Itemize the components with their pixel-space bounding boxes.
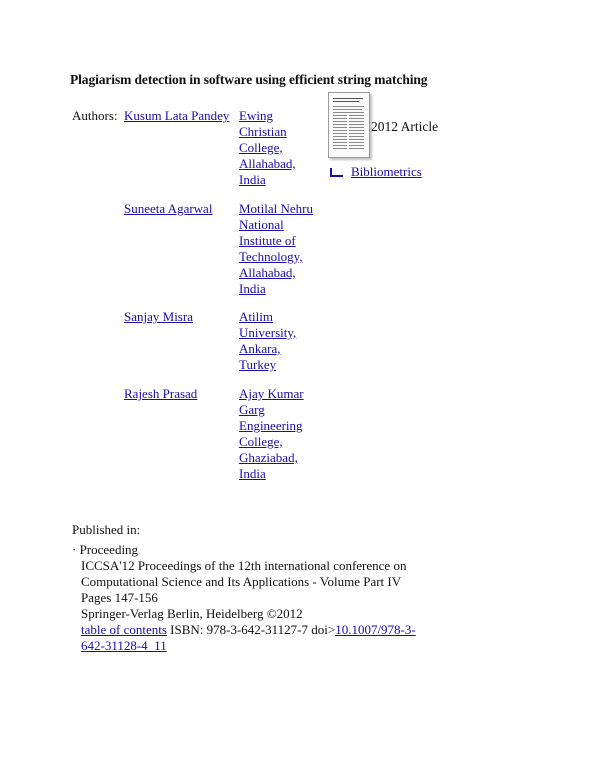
affiliation-link[interactable]	[239, 201, 325, 297]
affiliation-line: India	[239, 172, 266, 187]
publication-kind: · Proceeding	[72, 542, 139, 557]
affiliation-link[interactable]	[239, 108, 325, 188]
pages: Pages 147-156	[81, 590, 158, 605]
affiliation-line: Garg	[239, 402, 265, 417]
chart-corner-icon	[330, 168, 343, 177]
year-type: 2012 Article	[371, 119, 439, 134]
affiliation-line: Ewing	[239, 108, 273, 123]
affiliation-line: Ankara,	[239, 341, 281, 356]
author-link[interactable]: Rajesh Prasad	[124, 386, 198, 401]
affiliation-line: India	[239, 466, 266, 481]
affiliation-line: Institute of	[239, 233, 296, 248]
affiliation-link[interactable]	[239, 309, 325, 373]
doi-link-continued[interactable]: 642-31128-4_11	[81, 638, 167, 653]
proceedings-line-2: Computational Science and Its Applications - Volume Part IV	[81, 574, 402, 589]
affiliation-line: Engineering	[239, 418, 303, 433]
isbn-doi-text: ISBN: 978-3-642-31127-7 doi>	[166, 622, 336, 637]
affiliation-line: Ajay Kumar	[239, 386, 304, 401]
authors-label: Authors:	[72, 108, 118, 123]
doi-link[interactable]: 10.1007/978-3-	[335, 622, 416, 637]
paper-thumbnail[interactable]	[328, 92, 370, 158]
affiliation-line: Motilal Nehru	[239, 201, 314, 216]
affiliation-line: Allahabad,	[239, 156, 296, 171]
doi-continuation	[81, 638, 167, 654]
bibliometrics-link[interactable]: Bibliometrics	[351, 164, 422, 179]
affiliation-line: College,	[239, 434, 283, 449]
affiliation-line: Technology,	[239, 249, 303, 264]
affiliation-line: University,	[239, 325, 297, 340]
author-link[interactable]: Suneeta Agarwal	[124, 201, 213, 216]
proceedings-line-1: ICCSA'12 Proceedings of the 12th international conference on	[81, 558, 407, 573]
author-link[interactable]: Sanjay Misra	[124, 309, 193, 324]
affiliation-line: National	[239, 217, 284, 232]
affiliation-line: Atilim	[239, 309, 273, 324]
affiliation-line: Turkey	[239, 357, 277, 372]
published-heading: Published in:	[72, 522, 141, 537]
affiliation-line: Christian	[239, 124, 287, 139]
affiliation-link[interactable]	[239, 386, 325, 482]
affiliation-line: Allahabad,	[239, 265, 296, 280]
bibliometrics[interactable]	[330, 164, 422, 180]
table-of-contents-link[interactable]: table of contents	[81, 622, 167, 637]
paper-title: Plagiarism detection in software using efficient string matching	[70, 72, 428, 87]
affiliation-line: India	[239, 281, 266, 296]
author-link[interactable]: Kusum Lata Pandey	[124, 108, 230, 123]
toc-isbn-doi-line	[81, 622, 416, 638]
affiliation-line: College,	[239, 140, 283, 155]
publisher: Springer-Verlag Berlin, Heidelberg ©2012	[81, 606, 303, 621]
affiliation-line: Ghaziabad,	[239, 450, 298, 465]
